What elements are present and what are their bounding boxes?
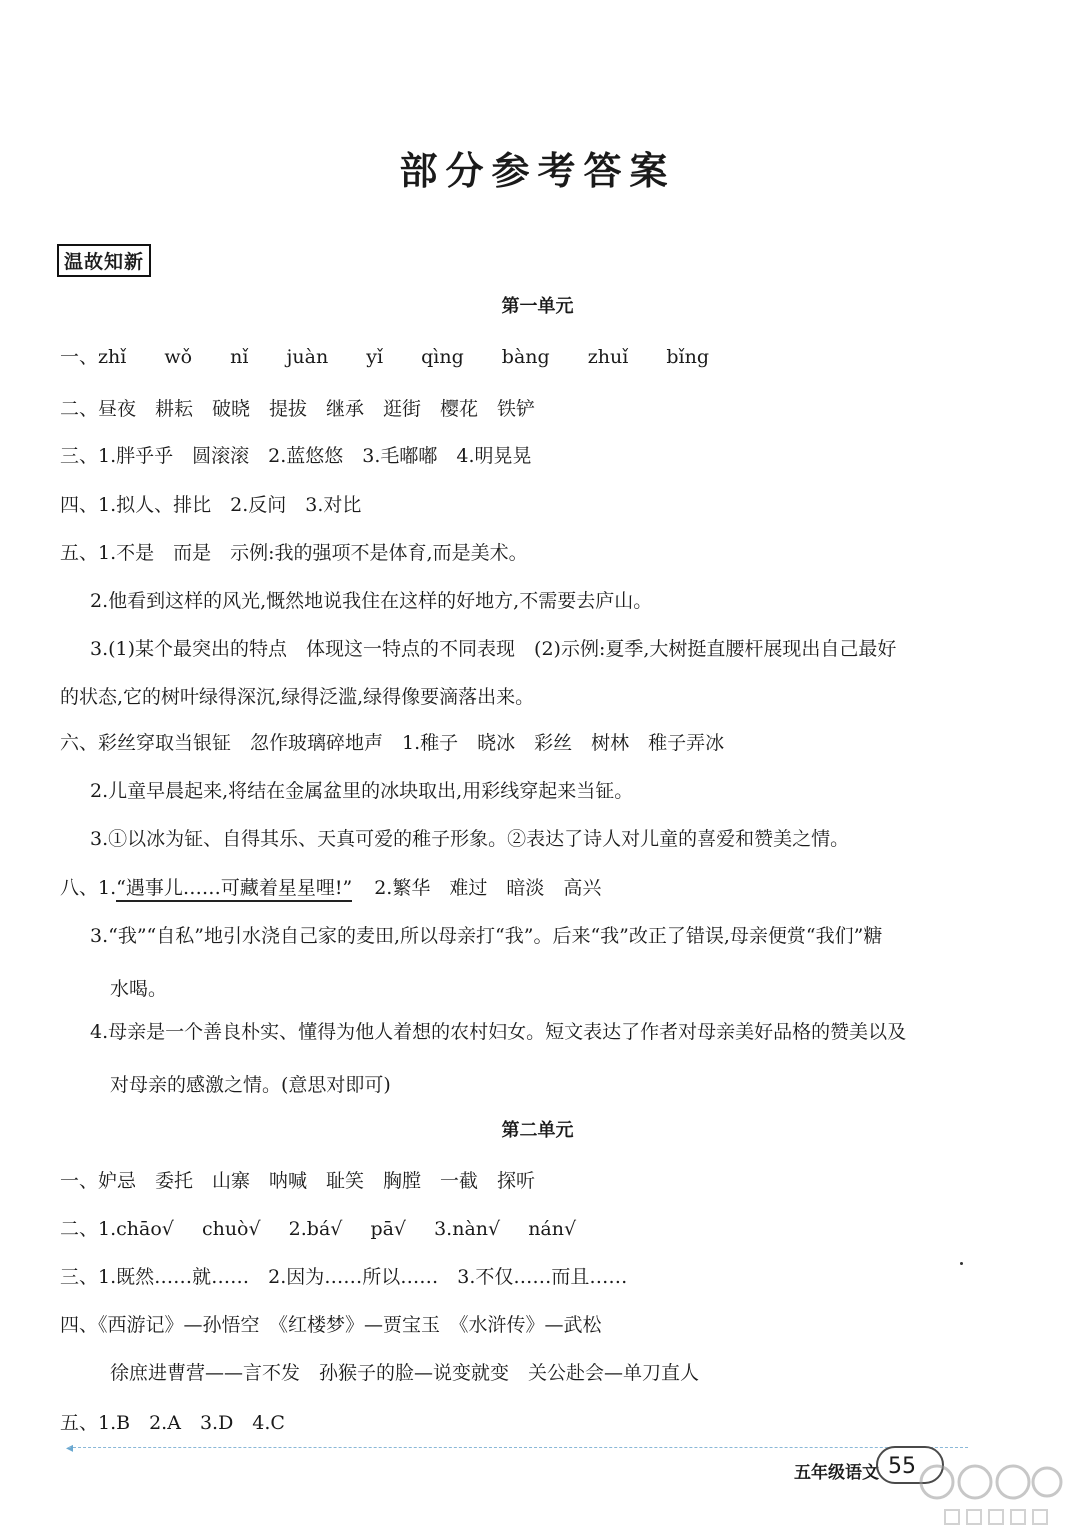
unit1-q8-3a: 3.“我”“自私”地引水浇自己家的麦田,所以母亲打“我”。后来“我”改正了错误,母亲便赏“我们”糖 [90, 925, 883, 947]
page-title: 部分参考答案 [399, 148, 676, 193]
pinyin-f: nán√ [528, 1218, 577, 1240]
unit1-q1 [60, 342, 709, 369]
unit1-q6-1: 六、彩丝穿取当银钲 忽作玻璃碎地声 1.稚子 晓冰 彩丝 树林 稚子弄冰 [60, 732, 725, 754]
pinyin-3: nǐ [230, 346, 249, 368]
page-number: 55 [876, 1446, 944, 1484]
unit2-heading: 第二单元 [501, 1120, 574, 1141]
pinyin-9: bǐng [666, 346, 709, 368]
unit1-q8-1 [60, 873, 601, 900]
unit2-q5: 五、1.B 2.A 3.D 4.C [60, 1412, 285, 1434]
q8-underlined-answer: “遇事儿……可藏着星星哩!” [116, 877, 352, 902]
q8-prefix: 八、1. [60, 877, 117, 899]
pinyin-1: 一、zhǐ [60, 346, 127, 368]
unit1-q2: 二、昼夜 耕耘 破晓 提拔 继承 逛街 樱花 铁铲 [60, 398, 536, 420]
unit1-q6-3: 3.①以冰为钲、自得其乐、天真可爱的稚子形象。②表达了诗人对儿童的喜爱和赞美之情。 [90, 828, 850, 850]
footer-arrow-icon: ◂ [66, 1440, 74, 1456]
stray-dot [960, 1262, 963, 1265]
pinyin-7: bàng [501, 346, 550, 368]
unit1-q8-4b: 对母亲的感激之情。(意思对即可) [110, 1074, 391, 1096]
unit2-q4-2: 徐庶进曹营——言不发 孙猴子的脸—说变就变 关公赴会—单刀直人 [110, 1362, 700, 1384]
unit2-q2 [60, 1214, 576, 1241]
unit1-q5-2: 2.他看到这样的风光,慨然地说我住在这样的好地方,不需要去庐山。 [90, 590, 653, 612]
q8-rest: 2.繁华 难过 暗淡 高兴 [374, 877, 602, 899]
unit1-q6-2: 2.儿童早晨起来,将结在金属盆里的冰块取出,用彩线穿起来当钲。 [90, 780, 634, 802]
unit1-q8-3b: 水喝。 [110, 978, 168, 1000]
unit1-q5-1: 五、1.不是 而是 示例:我的强项不是体育,而是美术。 [60, 542, 528, 564]
pinyin-8: zhuǐ [587, 346, 629, 368]
unit1-q3: 三、1.胖乎乎 圆滚滚 2.蓝悠悠 3.毛嘟嘟 4.明晃晃 [60, 445, 532, 467]
pinyin-2: wǒ [164, 346, 193, 368]
grade-subject-label: 五年级语文 [794, 1463, 879, 1483]
pinyin-4: juàn [286, 346, 329, 368]
unit1-q5-3b: 的状态,它的树叶绿得深沉,绿得泛滥,绿得像要滴落出来。 [60, 686, 535, 708]
section-label: 温故知新 [57, 244, 151, 277]
pinyin-b: chuò√ [201, 1218, 261, 1240]
unit2-q4-1: 四、《西游记》—孙悟空 《红楼梦》—贾宝玉 《水浒传》—武松 [60, 1314, 602, 1336]
pinyin-d: pā√ [370, 1218, 407, 1240]
unit1-heading: 第一单元 [501, 296, 574, 317]
unit1-q8-4a: 4.母亲是一个善良朴实、懂得为他人着想的农村妇女。短文表达了作者对母亲美好品格的赞美以及 [90, 1021, 907, 1043]
watermark-logo-icon [915, 1452, 1065, 1532]
unit1-q4: 四、1.拟人、排比 2.反问 3.对比 [60, 494, 362, 516]
unit2-q1: 一、妒忌 委托 山寨 呐喊 耻笑 胸膛 一截 探听 [60, 1170, 536, 1192]
unit1-q5-3a: 3.(1)某个最突出的特点 体现这一特点的不同表现 (2)示例:夏季,大树挺直腰杆展现出自己最好 [90, 638, 897, 660]
pinyin-5: yǐ [366, 346, 384, 368]
pinyin-c: 2.bá√ [288, 1218, 343, 1240]
pinyin-6: qìng [421, 346, 464, 368]
pinyin-e: 3.nàn√ [434, 1218, 501, 1240]
unit2-q3: 三、1.既然……就…… 2.因为……所以…… 3.不仅……而且…… [60, 1266, 628, 1288]
pinyin-a: 二、1.chāo√ [60, 1218, 174, 1240]
footer-divider [68, 1447, 968, 1448]
